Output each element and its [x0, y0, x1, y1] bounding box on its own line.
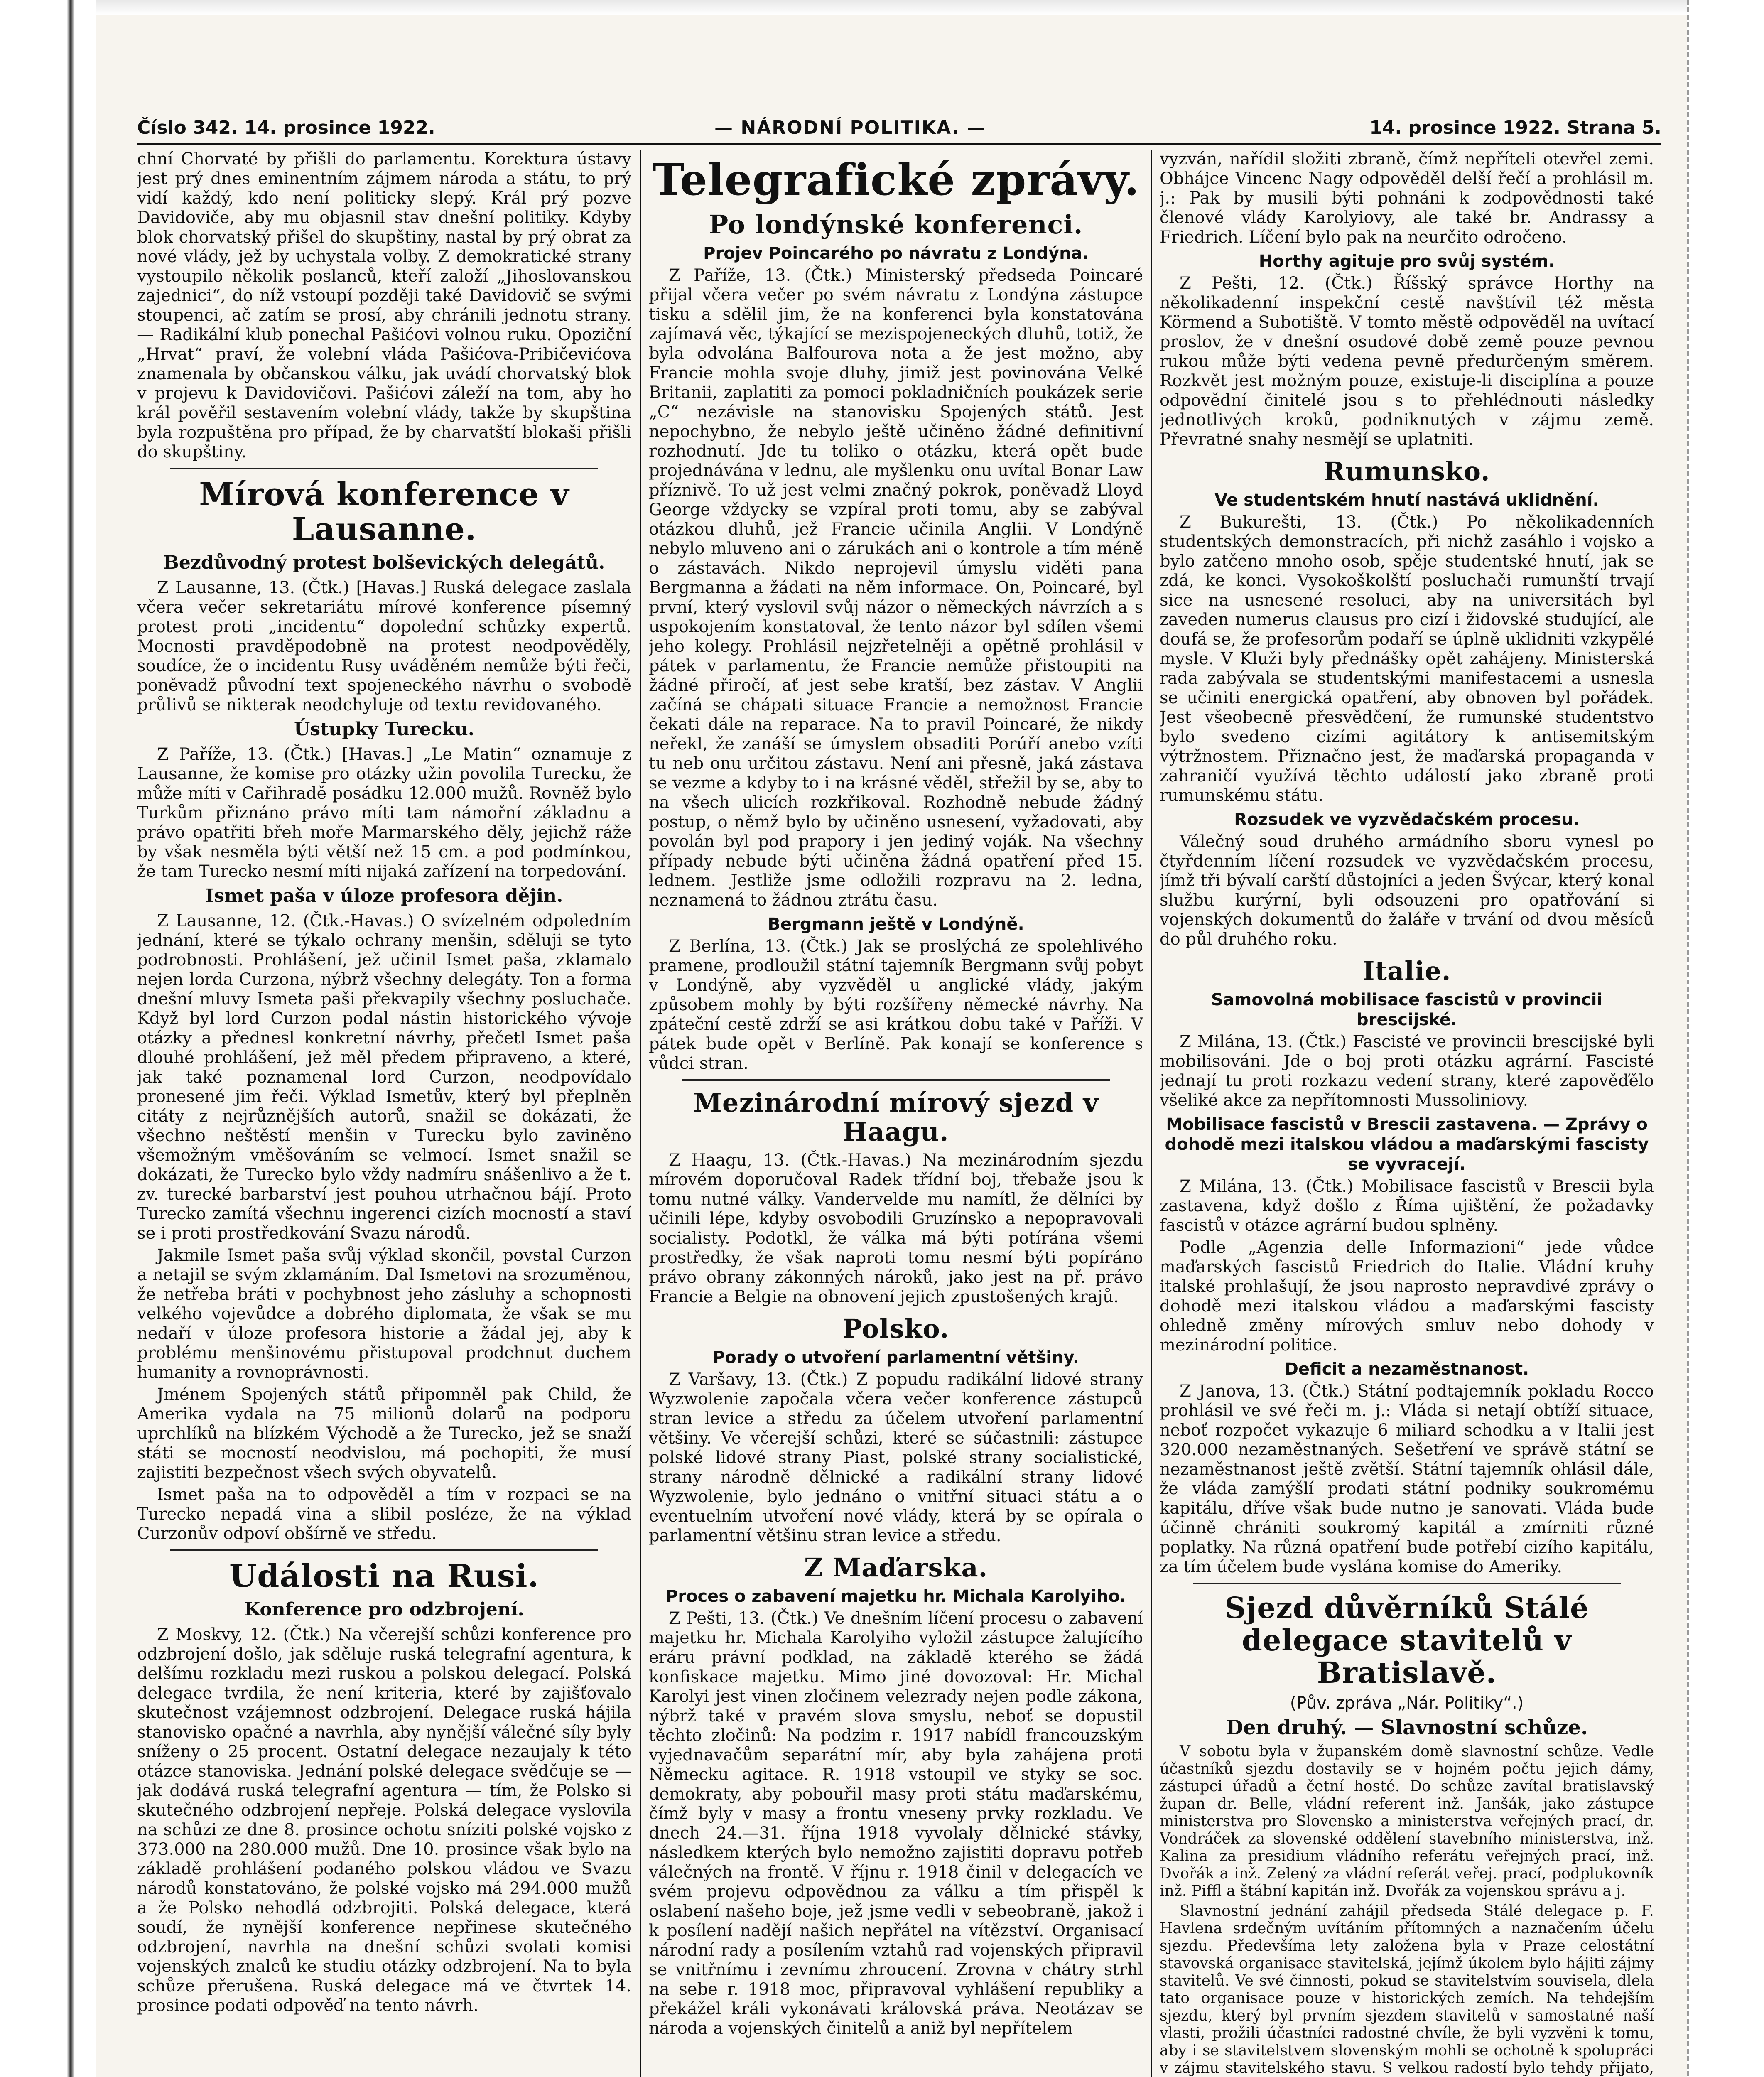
paragraph: Z Milána, 13. (Čtk.) Fascisté ve provincii brescijské byli mobilisováni. Jde o boj proti otázku agrární. Fascisté jednají tu proti rozkazu vedení strany, které zapověďělo všeliké akce za nepřítomnosti Mussoliniovy. — [1160, 1032, 1654, 1110]
separator — [170, 1549, 598, 1551]
headline-haag: Mezinárodní mírový sjezd v Haagu. — [693, 1088, 1099, 1147]
paragraph: Jménem Spojených států připomněl pak Child, že Amerika vydala na 75 milionů dolarů na podporu uprchlíků na blízkém Východě a že Turecko, jež se snaží státi se mocností neodvislou, má pochopiti, že musí zajistiti bezpečnost všech svých obyvatelů. — [137, 1385, 631, 1482]
separator — [682, 1079, 1110, 1081]
paragraph: Z Pešti, 12. (Čtk.) Říšský správce Horthy na několikadenní inspekční cestě navštívil též města Körmend a Subotiště. V tomto městě odpověděl na uvítací proslov, že v dnešní osudové době země pouze pevnou rukou může býti vedena pevně předurčeným směrem. Rozkvět jest možným pouze, existuje-li disciplína a pouze odpovědní činitelé jsou s to přehlédnouti následky jednotlivých kroků, podniknutých v zájmu země. Převratné snahy nesmějí se uplatniti. — [1160, 274, 1654, 449]
article-continuation: chní Chorvaté by přišli do parlamentu. Korektura ústavy jest prý dnes eminentním zájmem národa a státu, to prý vidí každý, kdo není politicky slepý. Král prý pozve Davidoviče, aby mu objasnil stav dnešní politiky. Kdyby blok chorvatský přišel do skupštiny, nastal by prý obrat za nové vlády, jež by uchystala volby. Z demokratické strany vystoupilo několik poslanců, kteří založí „Jihoslovanskou zajednici“, do níž vstoupí později také Davidovič se svými stoupenci, ač zatím se prosí, aby chránili jednotu strany. — Radikální klub ponechal Pašićovi volnou ruku. Opoziční „Hrvat“ praví, že volební vláda Pašićova-Pribičevićova znamenala by občanskou válku, jak uvádí chorvatský blok v projevu k Davidovičovi. Pašićovi záleží na tom, aby ho král pověřil sestavením volební vlády, takže by skupština byla rozpuštěna pro případ, že by charvatští blokaši přišli do skupštiny. — [137, 150, 631, 462]
page-header — [137, 117, 1661, 142]
separator — [170, 468, 598, 469]
headline-sjezd: Sjezd důvěrníků Stálé delegace stavitelů v Bratislavě. — [1224, 1591, 1589, 1690]
issue-number: Číslo 342. 14. prosince 1922. — [137, 117, 435, 138]
scan-edge-top — [0, 0, 1764, 15]
headline-rumunsko: Rumunsko. — [1323, 456, 1490, 486]
paragraph: Válečný soud druhého armádního sboru vynesl po čtyřdenním líčení rozsudek ve vyzvědačském procesu, jímž tři bývalí carští důstojníci a jeden Švýcar, který konal službu kurýrní, byli odsouzeni pro opatřování si vojenských dokumentů do žaláře v trvání od dvou měsíců do půl druhého roku. — [1160, 832, 1654, 949]
subhead-polsko: Porady o utvoření parlamentní většiny. — [712, 1348, 1079, 1367]
paragraph: Z Paříže, 13. (Čtk.) Ministerský předseda Poincaré přijal včera večer po svém návratu z Londýna zástupce tisku a sdělil jim, že na konferenci byla konstatována zajímavá věc, týkající se mezispojeneckých dluhů, totiž, že byla odvolána Balfourova nota a že jest možno, aby Francie mohla svoje dluhy, jimiž jest povinována Velké Britanii, zaplatiti za pomoci pokladničních poukázek serie „C“ nezávisle na stanovisku Spojených států. Jest nepochybno, že nebylo ještě učiněno žádné definitivní rozhodnutí. Jde tu toliko o otázku, která opět bude projednávána v lednu, ale myšlenku onu uvítal Bonar Law příznivě. To už jest velmi značný pokrok, poněvadž Lloyd George vždycky se vzpíral proti tomu, aby se zabýval otázkou dluhů, jež Francie učinila Anglii. V Londýně nebylo mluveno ani o zárukách ani o kontrole a tím méně o zástavách. Nikdo neprojevil úmyslu viděti pana Bergmanna a žádati na něm informace. On, Poincaré, byl první, který vyslovil svůj názor o německých návrzích a s uspokojením konstatoval, že tento názor byl sdílen všemi jeho kolegy. Prohlásil nejzřetelněji a opětně prohlásil v pátek v parlamentu, že Francie nemůže přistoupiti na žádné přiročí, ať jest sebe kratší, bez zástav. V Anglii začíná se chápati situace Francie a nemožnost Francie čekati dále na reparace. Na to pravil Poincaré, že nikdy neřekl, že zanáší se úmyslem obsaditi Porúří anebo vzíti tu neb onu určitou zástavu. Není ani přesně, jaká zástava se vezme a kdyby to i na krásné věděl, střežil by se, aby to na všech ulicích rozkřikoval. Rozhodně nebude žádný postup, o němž bylo by učiněno usnesení, vyžadovati, aby povolán byl pod prapory i jen jediný voják. Na všechny případy nebude býti učiněna žádná opatření před 15. lednem. Jestliže jsme odložili rozpravu na 2. ledna, neznamená to žádnou ztrátu času. — [649, 266, 1143, 910]
headline-lausanne: Mírová konference v Lausanne. — [199, 476, 569, 547]
headline-polsko: Polsko. — [842, 1313, 949, 1344]
subhead-fascisti: Samovolná mobilisace fascistů v provincii brescijské. — [1211, 990, 1603, 1029]
paragraph: Slavnostní jednání zahájil předseda Stálé delegace p. F. Havlena srdečným uvítáním přítomných a naznačením účelu sjezdu. Předevšíma lety založena byla v Praze celostátní stavovská organisace stavitelská, jejímž úkolem bylo hájiti zájmy stavitelů. Ve své činnosti, pokud se stavitelstvím souvisela, dlela tato organisace pouze v historických zemích. Na tehdejším sjezdu, který byl prvním sjezdem stavitelů v samostatné naší vlasti, prožili účastníci radostné chvíle, že byli vyzvěni k tomu, aby i se stavitelstvem slovenským mohli se ochotně k spolupráci v zájmu stavitelského stavu. S velkou radostí bylo tehdy přijato, — [1160, 1903, 1654, 2077]
headline-italie: Italie. — [1362, 956, 1451, 986]
separator — [1193, 1583, 1621, 1584]
column-3 — [1160, 150, 1654, 2077]
subhead-horthy: Horthy agituje pro svůj systém. — [1259, 252, 1555, 271]
column-rule-2 — [1151, 150, 1152, 2077]
scan-edge-left — [0, 0, 96, 2077]
page-number: 14. prosince 1922. Strana 5. — [1369, 117, 1661, 138]
headline-telegraficke-zpravy: Telegrafické zprávy. — [652, 154, 1140, 205]
subhead-turecko: Ústupky Turecku. — [294, 719, 475, 740]
paragraph: Z Lausanne, 12. (Čtk.-Havas.) O svízelném odpoledním jednání, které se týkalo ochrany menšin, sděluji se tyto podrobnosti. Prohlášení, jež učinil Ismet paša, zklamalo nejen lorda Curzona, nýbrž všechny delegáty. Ton a forma dnešní mluvy Ismeta paši překvapily všechny posluchače. Když byl lord Curzon podal nástin historického vývoje otázky a přednesl konkretní návrhy, přečetl Ismet paša dlouhé prohlášení, jež měl předem připraveno, a které, jak také poznamenal lord Curzon, neodpovídalo pronesené jim řeči. Výklad Ismetův, který byl přeplněn citáty z nejrůznějších autorů, snažil se dokázati, že všechno neštěstí menšin v Turecku bylo zaviněno všemožným vměšováním se velmocí. Ismet snažil se dokázati, že Turecko bylo vždy nadmíru snášenlivo a že t. zv. turecké barbarství jest pouhou utrhačnou bájí. Proto Turecko zamítá všechnu ingerenci cizích mocností a staví se i proti prostředkování Svazu národů. — [137, 911, 631, 1243]
headline-londynska-konference: Po londýnské konferenci. — [709, 209, 1083, 240]
paragraph: Ismet paša na to odpověděl a tím v rozpaci se na Turecko nepadá vina a slibil posléze, že na výklad Curzonův odpoví obšírně ve středu. — [137, 1485, 631, 1543]
paragraph: Z Berlína, 13. (Čtk.) Jak se proslýchá ze spolehlivého pramene, prodloužil státní tajemník Bergmann svůj pobyt v Londýně, aby vyzvěděl u anglické vlády, jakým způsobem mohly by býti rozšířeny německé návrhy. Na zpáteční cestě zdrží se asi krátkou dobu také v Paříži. V pátek bude opět v Berlíně. Pak konají se konference s vůdci stran. — [649, 937, 1143, 1073]
subhead-bergmann: Bergmann ještě v Londýně. — [768, 915, 1024, 934]
paragraph: Z Pešti, 13. (Čtk.) Ve dnešním líčení procesu o zabavení majetku hr. Michala Karolyiho vyložil zástupce žalujícího eráru právní podklad, na základě kterého se žádá konfiskace majetku. Mimo jiné dovozoval: Hr. Michal Karolyi jest vinen zločinem velezrady nejen podle zákona, nýbrž také v pravém slova smyslu, neboť se dopustil těchto zločinů: Na podzim r. 1917 nabídl francouzským vyjednavačům separátní mír, aby byla zahájena proti Německu agitace. R. 1918 vstoupil ve styky se soc. demokraty, aby pobouřil masy proti státu maďarskému, čímž byly v masy a frontu vneseny prvky rozkladu. Ve dnech 24.—31. října 1918 vyvolaly dělnické stávky, následkem kterých bylo nemožno zajistiti dopravu potřeb válečných na frontě. V říjnu r. 1918 činil v delegacích ve svém projevu odpovědnou za válku a tím přispěl k oslabení našeho boje, jež jsme vedli v sebeobraně, jakož i k posílení nadějí našich nepřátel na vítězství. Organisací národní rady a posílením vztahů rad vojenských připravil se vnitřnímu i zevnímu zhroucení. Zrovna v chátry strhl na sebe r. 1918 moc, připravoval vyhlášení republiky a překážel králi vykonávati královská práva. Neotázav se národa a vojenských činitelů a aniž byl nepřítelem — [649, 1609, 1143, 2038]
column-2 — [649, 150, 1143, 2077]
headline-rusi: Události na Rusi. — [229, 1557, 539, 1594]
subhead-studenti: Ve studentském hnutí nastává uklidnění. — [1214, 491, 1599, 510]
paragraph: Podle „Agenzia delle Informazioni“ jede vůdce maďarských fascistů Friedrich do Italie. Vládní kruhy italské prohlašují, že jsou naprosto nepravdivé zprávy o dohodě mezi italskou vládou a maďarskými fascisty ohledně změny mírových smluv nebo dohody v mezinárodní politice. — [1160, 1238, 1654, 1355]
paragraph: Z Varšavy, 13. (Čtk.) Z popudu radikální lidové strany Wyzwolenie započala včera večer konference zástupců stran levice a středu za účelem utvoření parlamentní většiny. Ve včerejší schůzi, které se súčastnili: zástupce polské lidové strany Piast, polské strany socialistické, strany národně dělnické a radikální strany lidové Wyzwolenie, bylo jednáno o vnitřní situaci státu a o eventuelním utvoření nové vlády, která by se opírala o parlamentní většinu stran levice a středu. — [649, 1370, 1143, 1545]
subhead-poincare: Projev Poincarého po návratu z Londýna. — [703, 244, 1089, 263]
paragraph: V sobotu byla v županském domě slavnostní schůze. Vedle účastníků sjezdu dostavily se v hojném počtu jejich dámy, zástupci úřadů a četní hosté. Do schůze zavítal bratislavský župan dr. Belle, vládní referent inž. Janšák, jako zástupce ministerstva pro Slovensko a ministerstva veřejných prací, dr. Vondráček za slovenské oddělení stavebního ministerstva, inž. Kalina za presidium vládního referátu veřejných prací, inž. Dvořák a inž. Zelený za vládní referát veřej. prací, podplukovník inž. Piffl a štábní kapitán inž. Dvořák za vojenskou správu a j. — [1160, 1743, 1654, 1900]
subhead-karolyi: Proces o zabavení majetku hr. Michala Karolyiho. — [665, 1587, 1126, 1606]
paragraph: Z Moskvy, 12. (Čtk.) Na včerejší schůzi konference pro odzbrojení došlo, jak sděluje ruská telegrafní agentura, k delšímu rozkladu mezi ruskou a polskou delegací. Polská delegace tvrdila, že není kriteria, které by zajišťovalo skutečnost vzájemnost odzbrojení. Delegace ruská hájila stanovisko opačné a navrhla, aby nynější válečné síly byly sníženy o 25 procent. Ostatní delegace nezaujaly k této otázce stanoviska. Jednání polské delegace svědčuje se — jak dodává ruská telegrafní agentura — tím, že Polsko si skutečného odzbrojení nepřeje. Polská delegace vyslovila na schůzi ze dne 8. prosince ochotu sníziti polské vojsko z 373.000 na 280.000 mužů. Dne 10. prosince však bylo na základě prohlášení podaného polskou vládou ve Svazu národů konstatováno, že polské vojsko má 294.000 mužů a že Polsko nehodlá odzbrojiti. Polská delegace, která soudí, že nynější konference nepřinese skutečného odzbrojení, navrhla na dnešní schůzi svolati komisi vojenských znalců ke studiu otázky odzbrojení. Na to byla schůze přerušena. Ruská delegace má ve čtvrtek 14. prosince podati odpověď na tento návrh. — [137, 1625, 631, 2015]
paragraph: Z Paříže, 13. (Čtk.) [Havas.] „Le Matin“ oznamuje z Lausanne, že komise pro otázky užin povolila Turecku, že může míti v Cařihradě posádku 12.000 mužů. Rovněž bylo Turkům přiznáno právo míti tam námořní základnu a právo opatřiti břeh moře Marmarského děly, jejichž ráže by však nesměla býti větší než 15 cm. a pod podmínkou, že tam Turecko nesmí míti nijaká zařízení na torpedování. — [137, 745, 631, 881]
paragraph: Z Milána, 13. (Čtk.) Mobilisace fascistů v Brescii byla zastavena, když došlo z Říma ujištění, že požadavky fascistů v otázce agrární budou splněny. — [1160, 1177, 1654, 1235]
paragraph: Z Bukurešti, 13. (Čtk.) Po několikadenních studentských demonstracích, při nichž zasáhlo i vojsko a bylo zatčeno mnoho osob, spěje studentské hnutí, jak se zdá, ke konci. Vysokoškolští posluchači rumunští trvají sice na usnesené resoluci, aby na universitách byl zaveden numerus clausus pro cizí i židovské studující, ale doufá se, že profesorům podaří se úplně uklidniti vzkypělé mysle. V Kluži byly přednášky opět zahájeny. Ministerská rada zabývala se studentskými manifestacemi a usnesla se učiniti energická opatření, aby obnoven byl pořádek. Jest všeobecně přesvědčení, že rumunské studentstvo bylo svedeno cizími agitátory k antisemitským výtržnostem. Přiznačno jest, že maďarská propaganda v zahraničí využívá těchto událostí jako zbraně proti rumunskému státu. — [1160, 513, 1654, 805]
article-continuation: vyzván, nařídil složiti zbraně, čímž nepříteli otevřel zemi. Obhájce Vincenc Nagy odpověděl delší řečí a prohlásil m. j.: Pak by musili býti pohnáni k zodpovědnosti také členové vlády Karolyiovy, ale také br. Andrassy a Friedrich. Líčení bylo pak na neurčito odročeno. — [1160, 150, 1654, 247]
subhead-ismet: Ismet paša v úloze profesora dějin. — [205, 885, 563, 906]
paragraph: Z Janova, 13. (Čtk.) Státní podtajemník pokladu Rocco prohlásil ve své řeči m. j.: Vláda si netají obtíží situace, neboť rozpočet vykazuje 6 miliard schodku a v Italii jest 320.000 nezaměstnaných. Sešetření ve správě státní se nezaměstnanost ještě zvětší. Státní tajemník ohlásil dále, že vláda zamýšlí prodati státní podniky soukromému kapitálu, dříve však bude nutno je sanovati. Vláda bude účinně chrániti soukromý kapitál a zmírniti různé poplatky. Na různá opatření bude potřebí cizího kapitálu, za tím účelem bude vyslána komise do Ameriky. — [1160, 1382, 1654, 1576]
subhead-slavnostni-schuze: Den druhý. — Slavnostní schůze. — [1226, 1716, 1588, 1739]
subhead-rozsudek: Rozsudek ve vyzvědačském procesu. — [1234, 810, 1580, 829]
paragraph: Z Haagu, 13. (Čtk.-Havas.) Na mezinárodním sjezdu mírovém doporučoval Radek třídní boj, třebaže jsou k tomu nutné války. Vandervelde mu namítl, že dělníci by učinili lépe, kdyby osvobodili Gruzínsko a nepopravovali socialisty. Podotkl, že válka má býti potírána všemi prostředky, že však naproti tomu nesmí býti popíráno právo obrany zákonných nároků, jako jest na př. právo Francie a Belgie na obnovení jejich zpustošených krajů. — [649, 1151, 1143, 1306]
source-note: (Pův. zpráva „Nár. Politiky“.) — [1290, 1694, 1524, 1713]
column-1 — [137, 150, 631, 2077]
subhead-deficit: Deficit a nezaměstnanost. — [1284, 1360, 1529, 1379]
paragraph: Z Lausanne, 13. (Čtk.) [Havas.] Ruská delegace zaslala včera večer sekretariátu mírové konference písemný protest proti „incidentu“ dopolední schůzky expertů. Mocnosti pravděpodobně na protest neodpověděly, soudíce, že o incidentu Rusy uváděném nemůže býti řeči, poněvadž původní text spojeneckého návrhu o svobodě průlivů se nikterak neodchyluje od textu revidovaného. — [137, 578, 631, 714]
paragraph: Jakmile Ismet paša svůj výklad skončil, povstal Curzon a netajil se svým zklamáním. Dal Ismetovi na srozuměnou, že netřeba bráti v pochybnost jeho zásluhy a schopnosti velkého vojevůdce a dobrého diplomata, že však se mu nedaří v úloze profesora historie a žádal jej, aby k problému menšinovému přistupoval prodchnut duchem humanity a rovnoprávnosti. — [137, 1246, 631, 1382]
header-rule — [137, 143, 1661, 145]
column-rule-1 — [640, 150, 641, 2077]
subhead-odzbrojeni: Konference pro odzbrojení. — [244, 1599, 524, 1620]
subhead-brescia: Mobilisace fascistů v Brescii zastavena. — Zprávy o dohodě mezi italskou vládou a maďarskými fascisty se vyvracejí. — [1165, 1115, 1649, 1174]
headline-madarsko: Z Maďarska. — [804, 1552, 988, 1583]
scan-margin-right — [1687, 0, 1764, 2077]
subhead-protest: Bezdůvodný protest bolševických delegátů. — [163, 552, 605, 573]
masthead: — NÁRODNÍ POLITIKA. — — [714, 117, 986, 138]
